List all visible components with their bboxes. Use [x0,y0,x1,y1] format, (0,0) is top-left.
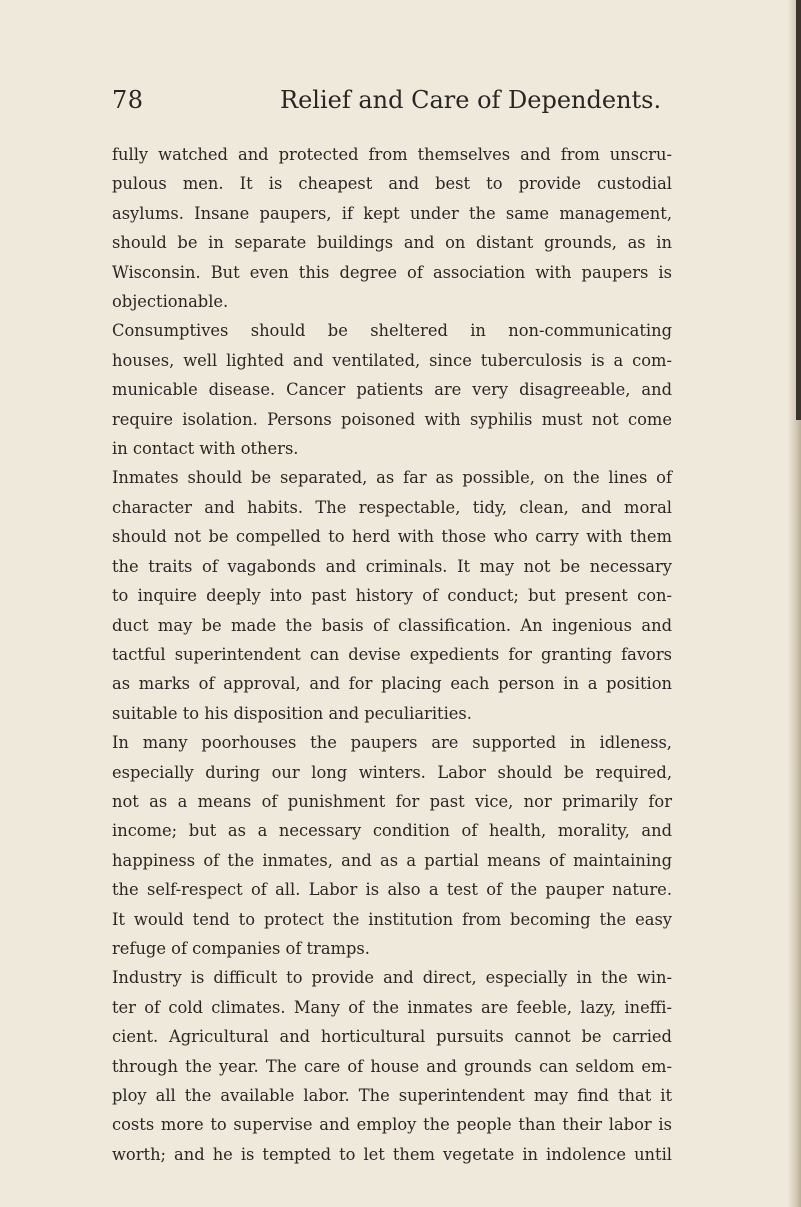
text-line: duct may be made the basis of classification. An ingenious and [112,615,672,635]
text-line: Consumptives should be sheltered in non-communicating [112,321,672,341]
text-line: worth; and he is tempted to let them vegetate in indolence until [112,1144,672,1164]
text-line: character and habits. The respectable, tidy, clean, and moral [112,497,672,517]
text-line: Inmates should be separated, as far as possible, on the lines of [112,468,672,488]
text-line: tactful superintendent can devise expedients for granting favors [112,644,672,664]
running-head: Relief and Care of Dependents. [280,86,662,114]
text-line: to inquire deeply into past history of conduct; but present con- [112,586,672,606]
text-line: suitable to his disposition and peculiarities. [112,703,472,723]
text-line: asylums. Insane paupers, if kept under the same management, [112,203,672,223]
text-line: pulous men. It is cheapest and best to provide custodial [112,174,672,194]
text-line: It would tend to protect the institution from becoming the easy [112,909,672,929]
text-line: objectionable. [112,292,229,312]
text-line: happiness of the inmates, and as a partial means of maintaining [112,850,672,870]
text-line: cient. Agricultural and horticultural pursuits cannot be carried [112,1027,672,1047]
text-line: as marks of approval, and for placing each person in a position [112,674,672,694]
text-line: Wisconsin. But even this degree of association with paupers is [112,262,672,282]
page-header [112,86,672,126]
text-line: income; but as a necessary condition of health, morality, and [112,821,672,841]
text-line: should not be compelled to herd with those who carry with them [112,527,672,547]
text-line: houses, well lighted and ventilated, since tuberculosis is a com- [112,350,672,370]
text-line: Industry is difficult to provide and direct, especially in the win- [112,968,672,988]
text-line: should be in separate buildings and on distant grounds, as in [112,233,672,253]
text-line: municable disease. Cancer patients are very disagreeable, and [112,380,672,400]
text-line: not as a means of punishment for past vice, nor primarily for [112,791,672,811]
body-text [112,140,672,1169]
text-line: refuge of companies of tramps. [112,938,370,958]
text-line: require isolation. Persons poisoned with syphilis must not come [112,409,672,429]
text-line: the self-respect of all. Labor is also a test of the pauper nature. [112,880,672,900]
text-line: costs more to supervise and employ the people than their labor is [112,1115,672,1135]
text-line: the traits of vagabonds and criminals. It may not be necessary [112,556,672,576]
page-edge-shadow [796,0,801,420]
text-line: in contact with others. [112,439,299,459]
text-line: ter of cold climates. Many of the inmates are feeble, lazy, ineffi- [112,997,672,1017]
text-line: ploy all the available labor. The superintendent may find that it [112,1086,672,1105]
text-line: through the year. The care of house and grounds can seldom em- [112,1056,672,1076]
text-line: fully watched and protected from themselves and from unscru- [112,145,672,164]
text-line: especially during our long winters. Labor should be required, [112,762,672,782]
page-number: 78 [112,86,144,114]
text-line: In many poorhouses the paupers are supported in idleness, [112,733,672,753]
